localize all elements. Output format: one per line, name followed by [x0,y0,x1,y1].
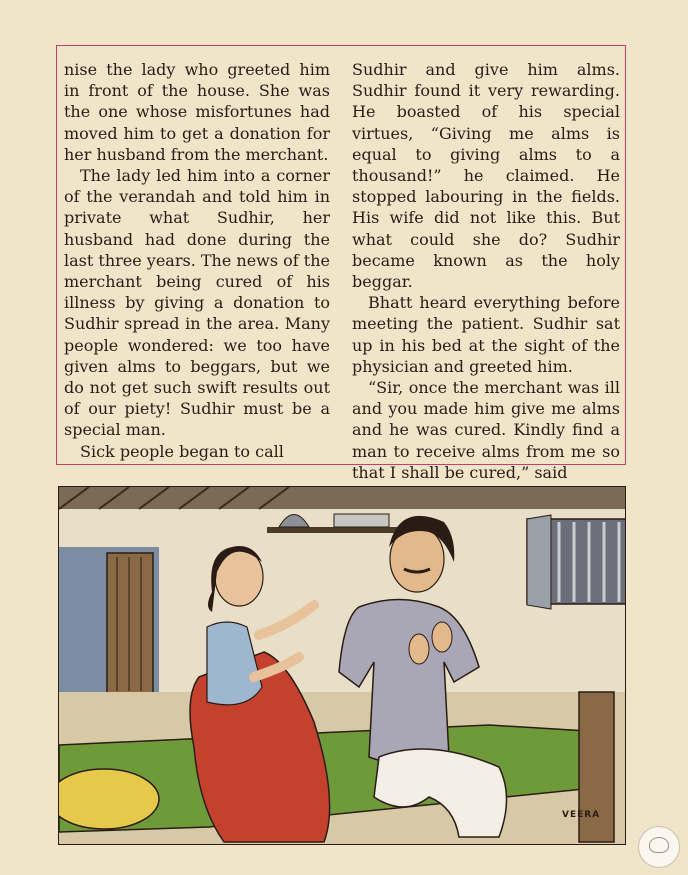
wall-shelf [267,527,402,533]
paragraph: nise the lady who greeted him in front of the house. She was the one whose misfortunes had moved him to get a donation for her husband from the merchant. [64,60,330,164]
right-text-column [352,59,620,483]
paragraph: “Sir, once the merchant was ill and you made him give me alms and he was cured. Kindly find a man to receive alms from me so that I shall be cured,” said [352,378,620,482]
paragraph: The lady led him into a corner of the verandah and told him in private what Sudhir, her husband had done during the last three years. The news of the merchant being cured of his illness by giving a donation to Sudhir spread in the area. Many people wondered: we too have given alms to beggars, but we do not get such swift results out of our piety! Sudhir must be a special man. [64,166,331,440]
paragraph: Sudhir and give him alms. Sudhir found it very rewarding. He boasted of his special virtues, “Giving me alms is equal to giving alms to a thousand!” he claimed. He stopped labouring in the fields. His wife did not like this. But what could she do? Sudhir became known as the holy beggar. [352,60,620,292]
paragraph: Sick people began to call [80,441,284,461]
paragraph: Bhatt heard everything before meeting the patient. Sudhir sat up in his bed at the sight of the physician and greeted him. [352,293,620,376]
watermark-stamp-icon [638,826,680,868]
pillow [59,769,159,829]
illustration-scene [59,487,626,845]
door [107,553,153,693]
left-text-column [64,59,330,462]
artist-signature: VEERA [562,810,601,820]
story-illustration [58,486,626,845]
